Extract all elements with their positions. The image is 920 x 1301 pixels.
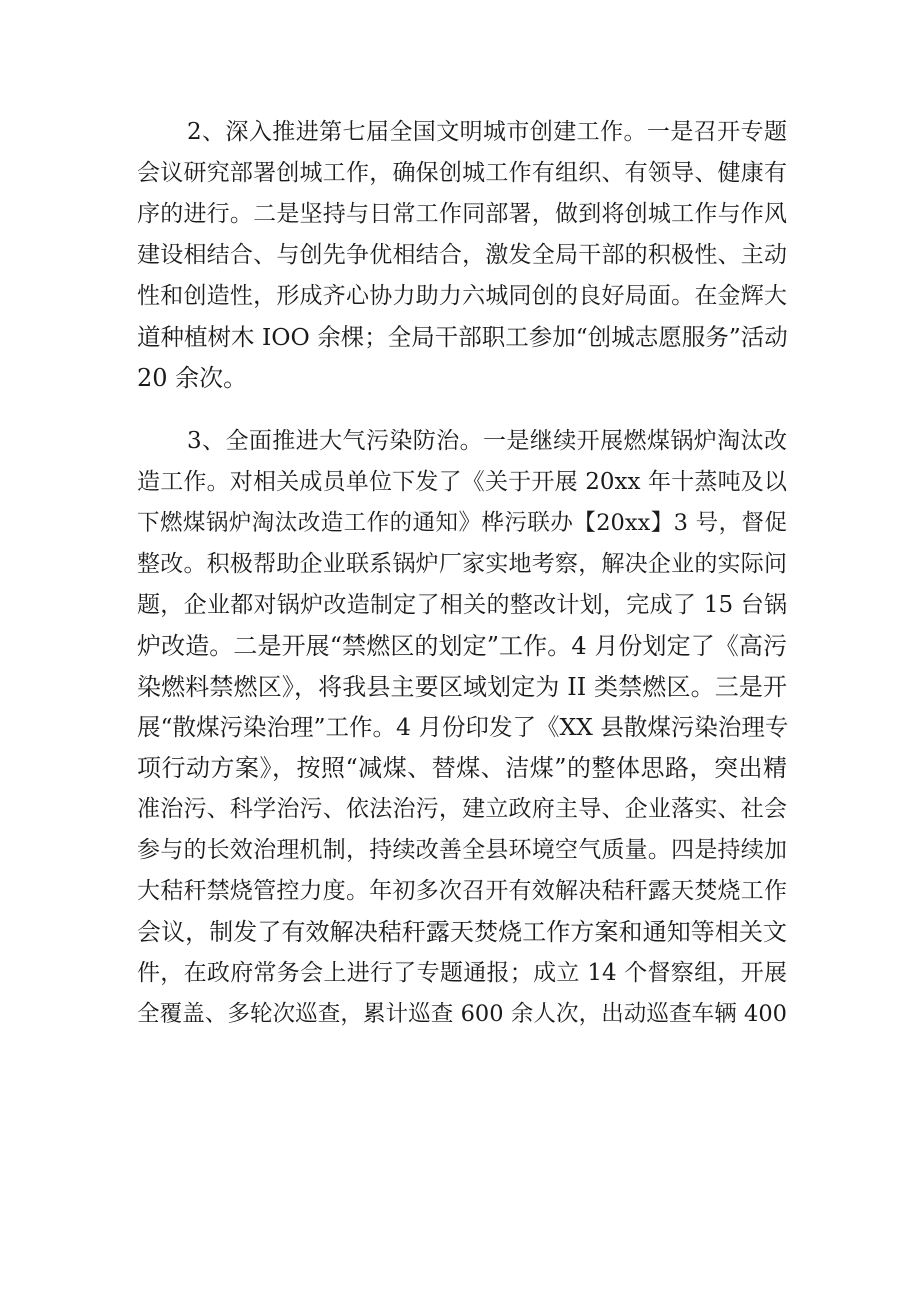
paragraph-civilized-city <box>137 114 787 397</box>
text-line: 大秸秆禁烧管控力度。年初多次召开有效解决秸秆露天焚烧工作 <box>137 878 787 905</box>
document-page <box>137 114 787 1037</box>
text-line: 道种植树木 IOO 余棵；全局干部职工参加“创城志愿服务”活动 <box>137 322 788 351</box>
text-line: 件，在政府常务会上进行了专题通报；成立 14 个督察组，开展 <box>137 960 787 987</box>
text-line: 20 余次。 <box>137 363 248 392</box>
text-line: 整改。积极帮助企业联系锅炉厂家实地考察，解决企业的实际问 <box>137 550 787 577</box>
text-line: 建设相结合、与创先争优相结合，激发全局干部的积极性、主动 <box>137 241 787 268</box>
text-line: 题，企业都对锅炉改造制定了相关的整改计划，完成了 15 台锅 <box>137 591 787 618</box>
text-line: 序的进行。二是坚持与日常工作同部署，做到将创城工作与作风 <box>137 200 787 227</box>
text-line: 染燃料禁燃区》，将我县主要区域划定为 II 类禁燃区。三是开 <box>137 672 787 701</box>
text-line: 展“散煤污染治理”工作。4 月份印发了《XX 县散煤污染治理专 <box>137 713 789 742</box>
text-line: 下燃煤锅炉淘汰改造工作的通知》桦污联办【20xx】3 号，督促 <box>137 509 787 536</box>
text-line: 准治污、科学治污、依法治污，建立政府主导、企业落实、社会 <box>137 796 787 823</box>
text-line: 项行动方案》，按照“减煤、替煤、洁煤”的整体思路，突出精 <box>137 754 787 783</box>
text-line: 会议研究部署创城工作，确保创城工作有组织、有领导、健康有 <box>137 159 787 186</box>
text-line: 炉改造。二是开展“禁燃区的划定”工作。4 月份划定了《高污 <box>137 631 787 660</box>
text-line: 2、深入推进第七届全国文明城市创建工作。一是召开专题 <box>187 119 787 145</box>
text-line: 会议，制发了有效解决秸秆露天焚烧工作方案和通知等相关文 <box>137 918 787 947</box>
text-line: 参与的长效治理机制，持续改善全县环境空气质量。四是持续加 <box>137 837 787 864</box>
paragraph-air-pollution <box>137 423 787 1033</box>
text-line: 3、全面推进大气污染防治。一是继续开展燃煤锅炉淘汰改 <box>187 427 787 454</box>
text-line: 全覆盖、多轮次巡查，累计巡查 600 余人次，出动巡查车辆 400 <box>137 1001 787 1028</box>
text-line: 造工作。对相关成员单位下发了《关于开展 20xx 年十蒸吨及以 <box>137 468 787 495</box>
text-line: 性和创造性，形成齐心协力助力六城同创的良好局面。在金辉大 <box>137 282 787 309</box>
